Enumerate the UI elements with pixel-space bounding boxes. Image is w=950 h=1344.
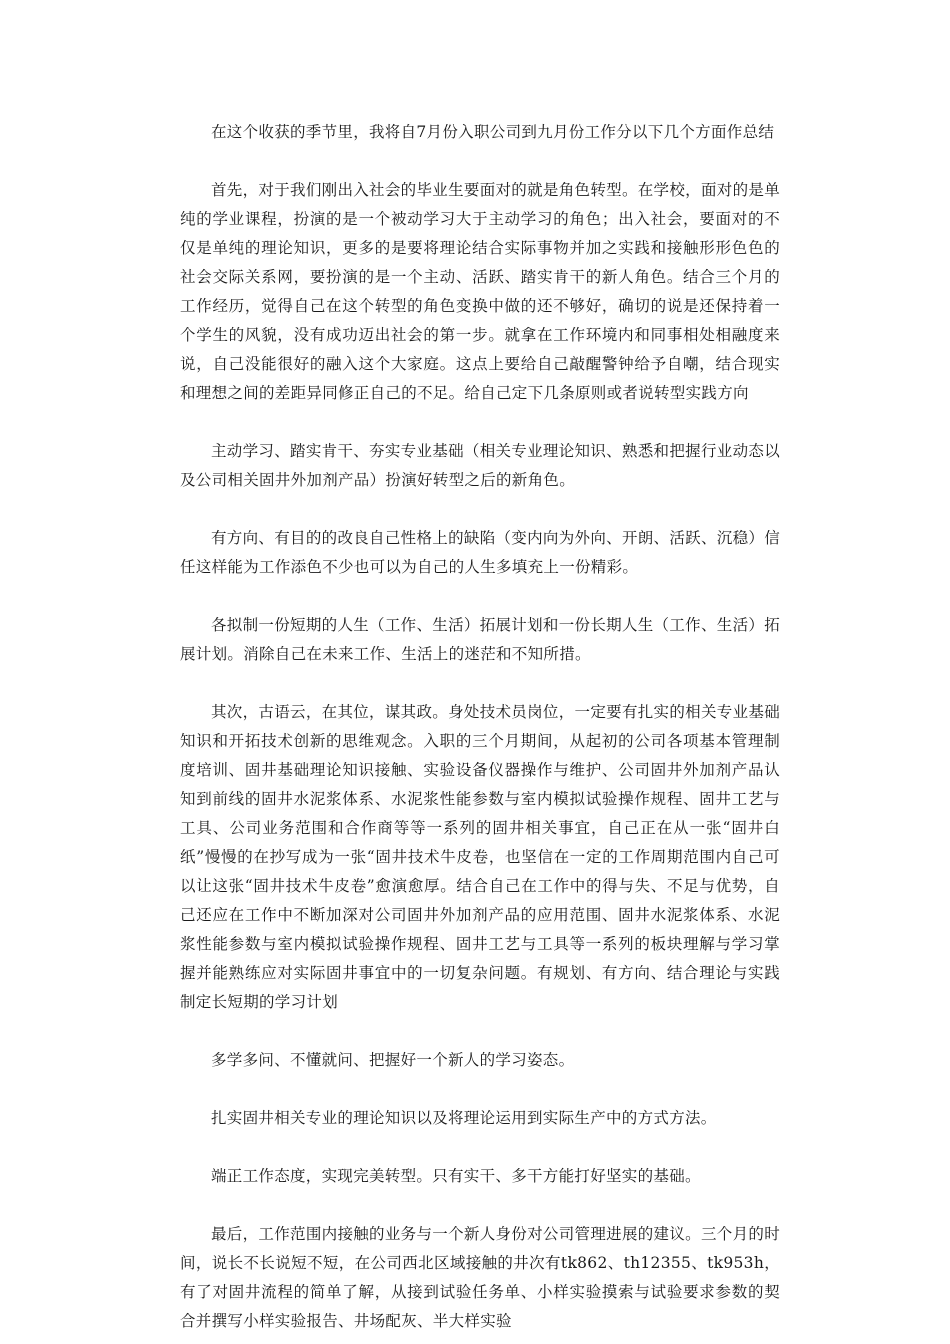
paragraph-intro: 在这个收获的季节里，我将自7月份入职公司到九月份工作分以下几个方面作总结 (211, 123, 775, 141)
paragraph-study-plan-1: 多学多问、不懂就问、把握好一个新人的学习姿态。 (211, 1051, 575, 1069)
paragraph-technical-position: 其次，古语云，在其位，谋其政。身处技术员岗位，一定要有扎实的相关专业基础知识和开拓技术创新的思维观念。入职的三个月期间，从起初的公司各项基本管理制度培训、固井基础理论知识接触、实验设备仪器操作与维护、公司固井外加剂产品认知到前线的固井水泥浆体系、水泥浆性能参数与室内模拟试验操作规程、固井工艺与工具、公司业务范围和合作商等等一系列的固井相关事宜，自己正在从一张“固井白纸”慢慢的在抄写成为一张“固井技术牛皮卷，也坚信在一定的工作周期范围内自己可以让这张“固井技术牛皮卷”愈演愈厚。结合自己在工作中的得与失、不足与优势，自己还应在工作中不断加深对公司固井外加剂产品的应用范围、固井水泥浆体系、水泥浆性能参数与室内模拟试验操作规程、固井工艺与工具等一系列的板块理解与学习掌握并能熟练应对实际固井事宜中的一切复杂问题。有规划、有方向、结合理论与实践制定长短期的学习计划 (180, 703, 780, 1011)
paragraph-principle-2: 有方向、有目的的改良自己性格上的缺陷（变内向为外向、开朗、活跃、沉稳）信任这样能为工作添色不少也可以为自己的人生多填充上一份精彩。 (180, 529, 780, 576)
paragraph-role-transition: 首先，对于我们刚出入社会的毕业生要面对的就是角色转型。在学校，面对的是单纯的学业课程，扮演的是一个被动学习大于主动学习的角色；出入社会，要面对的不仅是单纯的理论知识，更多的是要将理论结合实际事物并加之实践和接触形形色色的社会交际关系网，要扮演的是一个主动、活跃、踏实肯干的新人角色。结合三个月的工作经历，觉得自己在这个转型的角色变换中做的还不够好，确切的说是还保持着一个学生的风貌，没有成功迈出社会的第一步。就拿在工作环境内和同事相处相融度来说，自己没能很好的融入这个大家庭。这点上要给自己敲醒警钟给予自嘲，结合现实和理想之间的差距异同修正自己的不足。给自己定下几条原则或者说转型实践方向 (180, 181, 780, 402)
paragraph-principle-1: 主动学习、踏实肯干、夯实专业基础（相关专业理论知识、熟悉和把握行业动态以及公司相关固井外加剂产品）扮演好转型之后的新角色。 (180, 442, 780, 489)
document-body (180, 118, 780, 1336)
paragraph-final-suggestions: 最后，工作范围内接触的业务与一个新人身份对公司管理进展的建议。三个月的时间，说长不长说短不短，在公司西北区域接触的井次有tk862、th12355、tk953h，有了对固井流程的简单了解，从接到试验任务单、小样实验摸索与试验要求参数的契合并撰写小样实验报告、井场配灰、半大样实验 (180, 1225, 780, 1330)
paragraph-principle-3: 各拟制一份短期的人生（工作、生活）拓展计划和一份长期人生（工作、生活）拓展计划。消除自己在未来工作、生活上的迷茫和不知所措。 (180, 616, 780, 663)
paragraph-study-plan-2: 扎实固井相关专业的理论知识以及将理论运用到实际生产中的方式方法。 (211, 1109, 717, 1127)
paragraph-study-plan-3: 端正工作态度，实现完美转型。只有实干、多干方能打好坚实的基础。 (211, 1167, 701, 1185)
